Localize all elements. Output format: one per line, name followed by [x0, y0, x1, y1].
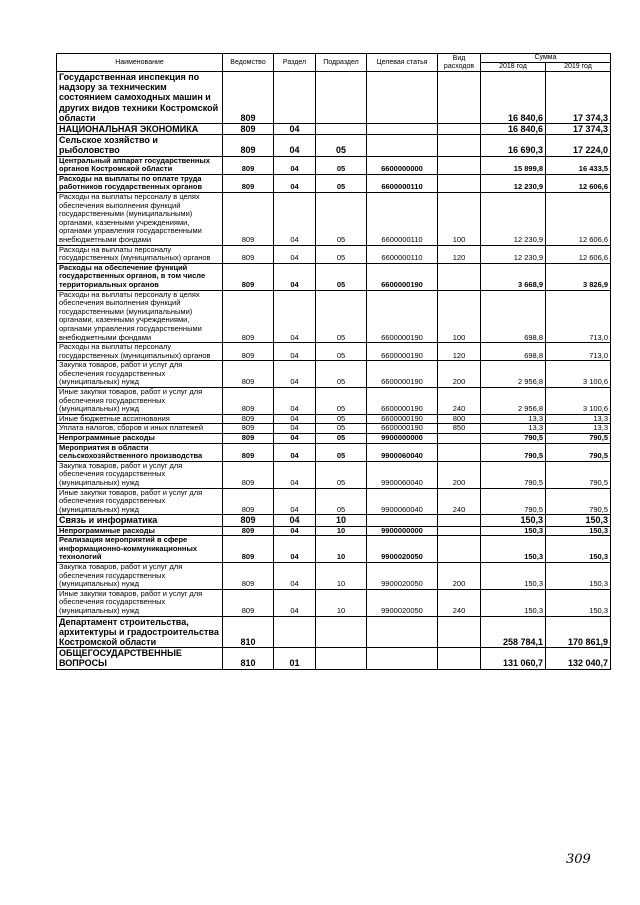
- cell-vid: 200: [438, 361, 481, 388]
- cell-tsel: 9900060040: [367, 461, 438, 488]
- cell-vid: [438, 616, 481, 648]
- cell-s2019: 3 100,6: [546, 388, 611, 415]
- cell-razd: 04: [274, 290, 316, 343]
- cell-s2018: 698,8: [481, 343, 546, 361]
- cell-name: Департамент строительства, архитектуры и градостроительства Костромской области: [57, 616, 223, 648]
- cell-name: НАЦИОНАЛЬНАЯ ЭКОНОМИКА: [57, 124, 223, 135]
- cell-name: Расходы на выплаты персоналу государственных (муниципальных) органов: [57, 245, 223, 263]
- table-row: [57, 648, 611, 669]
- cell-s2019: 17 224,0: [546, 135, 611, 156]
- cell-razd: 04: [274, 135, 316, 156]
- cell-name: ОБЩЕГОСУДАРСТВЕННЫЕ ВОПРОСЫ: [57, 648, 223, 669]
- table-body: [57, 72, 611, 670]
- cell-vid: 800: [438, 414, 481, 424]
- cell-razd: 04: [274, 536, 316, 563]
- table-row: [57, 461, 611, 488]
- cell-ved: 809: [223, 124, 274, 135]
- cell-razd: 04: [274, 562, 316, 589]
- cell-vid: [438, 174, 481, 192]
- header-target-article: Целевая статья: [367, 54, 438, 72]
- cell-ved: 809: [223, 174, 274, 192]
- cell-razd: 04: [274, 245, 316, 263]
- cell-tsel: 6600000190: [367, 361, 438, 388]
- cell-razd: 04: [274, 156, 316, 174]
- cell-s2019: 17 374,3: [546, 124, 611, 135]
- cell-s2019: 12 606,6: [546, 245, 611, 263]
- table-row: [57, 193, 611, 246]
- cell-tsel: 9900060040: [367, 488, 438, 515]
- cell-s2019: 713,0: [546, 343, 611, 361]
- cell-podr: 05: [316, 245, 367, 263]
- cell-ved: 809: [223, 461, 274, 488]
- cell-tsel: 9900020050: [367, 589, 438, 616]
- table-row: [57, 488, 611, 515]
- cell-podr: 05: [316, 135, 367, 156]
- cell-s2019: 170 861,9: [546, 616, 611, 648]
- cell-ved: 809: [223, 72, 274, 124]
- cell-vid: [438, 648, 481, 669]
- cell-razd: [274, 72, 316, 124]
- cell-vid: 200: [438, 461, 481, 488]
- cell-podr: 05: [316, 434, 367, 444]
- cell-vid: [438, 443, 481, 461]
- cell-ved: 809: [223, 361, 274, 388]
- cell-tsel: [367, 648, 438, 669]
- cell-tsel: 9900020050: [367, 562, 438, 589]
- cell-s2018: 790,5: [481, 461, 546, 488]
- table-row: [57, 616, 611, 648]
- table-row: [57, 388, 611, 415]
- cell-ved: 809: [223, 536, 274, 563]
- cell-podr: 05: [316, 156, 367, 174]
- cell-razd: 04: [274, 488, 316, 515]
- cell-s2018: 698,8: [481, 290, 546, 343]
- cell-s2018: 12 230,9: [481, 174, 546, 192]
- cell-tsel: [367, 515, 438, 526]
- cell-podr: 05: [316, 361, 367, 388]
- cell-ved: 810: [223, 648, 274, 669]
- cell-s2018: 3 668,9: [481, 263, 546, 290]
- cell-name: Связь и информатика: [57, 515, 223, 526]
- cell-name: Центральный аппарат государственных органов Костромской области: [57, 156, 223, 174]
- cell-tsel: [367, 616, 438, 648]
- cell-name: Расходы на выплаты по оплате труда работников государственных органов: [57, 174, 223, 192]
- cell-s2018: 790,5: [481, 443, 546, 461]
- table-row: [57, 443, 611, 461]
- cell-name: Расходы на обеспечение функций государственных органов, в том числе территориальных органов: [57, 263, 223, 290]
- cell-tsel: 6600000110: [367, 245, 438, 263]
- cell-s2019: 132 040,7: [546, 648, 611, 669]
- table-row: [57, 290, 611, 343]
- cell-s2018: 15 899,8: [481, 156, 546, 174]
- cell-s2019: 790,5: [546, 488, 611, 515]
- table-row: [57, 515, 611, 526]
- cell-ved: 809: [223, 135, 274, 156]
- cell-vid: [438, 263, 481, 290]
- cell-vid: 100: [438, 290, 481, 343]
- cell-s2018: 2 956,8: [481, 388, 546, 415]
- cell-ved: 809: [223, 245, 274, 263]
- cell-s2019: 16 433,5: [546, 156, 611, 174]
- cell-ved: 809: [223, 434, 274, 444]
- table-row: [57, 526, 611, 536]
- cell-s2018: 150,3: [481, 526, 546, 536]
- cell-razd: 04: [274, 343, 316, 361]
- cell-podr: 10: [316, 562, 367, 589]
- cell-vid: 850: [438, 424, 481, 434]
- cell-s2019: 790,5: [546, 434, 611, 444]
- cell-vid: [438, 72, 481, 124]
- cell-s2018: 16 840,6: [481, 124, 546, 135]
- cell-s2019: 790,5: [546, 443, 611, 461]
- cell-razd: [274, 616, 316, 648]
- cell-ved: 809: [223, 156, 274, 174]
- cell-podr: [316, 124, 367, 135]
- cell-vid: 200: [438, 562, 481, 589]
- header-sum: Сумма: [481, 54, 611, 63]
- cell-name: Непрограммные расходы: [57, 526, 223, 536]
- cell-podr: 10: [316, 536, 367, 563]
- table-row: [57, 174, 611, 192]
- table-row: [57, 124, 611, 135]
- table-row: [57, 361, 611, 388]
- cell-ved: 809: [223, 343, 274, 361]
- cell-podr: 05: [316, 343, 367, 361]
- cell-name: Государственная инспекция по надзору за техническим состоянием самоходных машин и других видов техники Костромской области: [57, 72, 223, 124]
- cell-s2018: 790,5: [481, 434, 546, 444]
- cell-vid: 240: [438, 488, 481, 515]
- cell-name: Закупка товаров, работ и услуг для обеспечения государственных (муниципальных) нужд: [57, 562, 223, 589]
- cell-tsel: 6600000190: [367, 424, 438, 434]
- cell-ved: 809: [223, 388, 274, 415]
- header-year-2018: 2018 год: [481, 63, 546, 72]
- cell-razd: 04: [274, 193, 316, 246]
- cell-tsel: [367, 135, 438, 156]
- cell-tsel: 6600000110: [367, 193, 438, 246]
- cell-vid: [438, 526, 481, 536]
- cell-s2018: 790,5: [481, 488, 546, 515]
- cell-ved: 809: [223, 562, 274, 589]
- cell-ved: 809: [223, 193, 274, 246]
- header-razdel: Раздел: [274, 54, 316, 72]
- cell-s2018: 150,3: [481, 536, 546, 563]
- cell-s2019: 150,3: [546, 526, 611, 536]
- cell-razd: 04: [274, 526, 316, 536]
- cell-razd: 04: [274, 589, 316, 616]
- cell-vid: [438, 135, 481, 156]
- header-vedomstvo: Ведомство: [223, 54, 274, 72]
- cell-name: Непрограммные расходы: [57, 434, 223, 444]
- cell-podr: 05: [316, 414, 367, 424]
- cell-podr: 05: [316, 193, 367, 246]
- cell-vid: [438, 434, 481, 444]
- cell-s2018: 13,3: [481, 424, 546, 434]
- cell-vid: 240: [438, 388, 481, 415]
- cell-razd: 04: [274, 424, 316, 434]
- cell-razd: 01: [274, 648, 316, 669]
- header-year-2019: 2019 год: [546, 63, 611, 72]
- cell-razd: 04: [274, 414, 316, 424]
- table-row: [57, 72, 611, 124]
- cell-podr: 10: [316, 589, 367, 616]
- table-row: [57, 562, 611, 589]
- header-name: Наименование: [57, 54, 223, 72]
- cell-s2018: 2 956,8: [481, 361, 546, 388]
- cell-razd: 04: [274, 361, 316, 388]
- cell-s2019: 790,5: [546, 461, 611, 488]
- cell-podr: 05: [316, 488, 367, 515]
- cell-vid: [438, 536, 481, 563]
- cell-tsel: 6600000000: [367, 156, 438, 174]
- cell-s2019: 13,3: [546, 414, 611, 424]
- cell-podr: 10: [316, 515, 367, 526]
- table-row: [57, 245, 611, 263]
- header-expense-type: Вид расходов: [438, 54, 481, 72]
- cell-razd: 04: [274, 443, 316, 461]
- cell-ved: 809: [223, 290, 274, 343]
- table-row: [57, 156, 611, 174]
- cell-name: Иные бюджетные ассигнования: [57, 414, 223, 424]
- cell-ved: 809: [223, 589, 274, 616]
- cell-vid: 120: [438, 245, 481, 263]
- cell-s2019: 3 826,9: [546, 263, 611, 290]
- cell-tsel: 6600000190: [367, 414, 438, 424]
- table-row: [57, 434, 611, 444]
- cell-podr: [316, 72, 367, 124]
- cell-vid: [438, 124, 481, 135]
- cell-razd: 04: [274, 515, 316, 526]
- cell-razd: 04: [274, 461, 316, 488]
- cell-ved: 809: [223, 488, 274, 515]
- table-row: [57, 536, 611, 563]
- cell-s2018: 150,3: [481, 515, 546, 526]
- cell-name: Иные закупки товаров, работ и услуг для обеспечения государственных (муниципальных) нужд: [57, 488, 223, 515]
- cell-tsel: 6600000110: [367, 174, 438, 192]
- cell-ved: 809: [223, 263, 274, 290]
- cell-s2019: 150,3: [546, 589, 611, 616]
- table-row: [57, 343, 611, 361]
- cell-vid: 120: [438, 343, 481, 361]
- cell-name: Закупка товаров, работ и услуг для обеспечения государственных (муниципальных) нужд: [57, 361, 223, 388]
- cell-s2019: 17 374,3: [546, 72, 611, 124]
- cell-vid: 100: [438, 193, 481, 246]
- cell-s2018: 16 840,6: [481, 72, 546, 124]
- cell-tsel: 9900020050: [367, 536, 438, 563]
- cell-s2018: 13,3: [481, 414, 546, 424]
- cell-tsel: [367, 124, 438, 135]
- cell-podr: 05: [316, 461, 367, 488]
- budget-table: [56, 53, 611, 670]
- cell-name: Расходы на выплаты персоналу в целях обеспечения выполнения функций государственными (муниципальными) органами, казенными учреждениями, органами управления государственными внебюджетными фондами: [57, 193, 223, 246]
- cell-podr: 05: [316, 388, 367, 415]
- cell-name: Реализация мероприятий в сфере информационно-коммуникационных технологий: [57, 536, 223, 563]
- table-row: [57, 414, 611, 424]
- cell-podr: 05: [316, 263, 367, 290]
- cell-name: Закупка товаров, работ и услуг для обеспечения государственных (муниципальных) нужд: [57, 461, 223, 488]
- cell-tsel: 6600000190: [367, 343, 438, 361]
- cell-name: Расходы на выплаты персоналу государственных (муниципальных) органов: [57, 343, 223, 361]
- cell-s2018: 12 230,9: [481, 245, 546, 263]
- cell-s2018: 12 230,9: [481, 193, 546, 246]
- cell-razd: 04: [274, 263, 316, 290]
- cell-name: Иные закупки товаров, работ и услуг для обеспечения государственных (муниципальных) нужд: [57, 388, 223, 415]
- cell-s2019: 3 100,6: [546, 361, 611, 388]
- cell-ved: 809: [223, 424, 274, 434]
- cell-name: Уплата налогов, сборов и иных платежей: [57, 424, 223, 434]
- cell-name: Расходы на выплаты персоналу в целях обеспечения выполнения функций государственными (муниципальными) органами, казенными учреждениями, органами управления государственными внебюджетными фондами: [57, 290, 223, 343]
- cell-s2018: 131 060,7: [481, 648, 546, 669]
- cell-s2019: 13,3: [546, 424, 611, 434]
- cell-podr: 05: [316, 443, 367, 461]
- cell-ved: 809: [223, 443, 274, 461]
- cell-podr: 05: [316, 424, 367, 434]
- cell-podr: 10: [316, 526, 367, 536]
- cell-tsel: 9900060040: [367, 443, 438, 461]
- cell-razd: 04: [274, 434, 316, 444]
- header-podrazdel: Подраздел: [316, 54, 367, 72]
- cell-vid: 240: [438, 589, 481, 616]
- cell-name: Мероприятия в области сельскохозяйственного производства: [57, 443, 223, 461]
- cell-razd: 04: [274, 388, 316, 415]
- cell-tsel: 9900000000: [367, 434, 438, 444]
- cell-vid: [438, 515, 481, 526]
- cell-s2019: 150,3: [546, 562, 611, 589]
- cell-razd: 04: [274, 124, 316, 135]
- cell-razd: 04: [274, 174, 316, 192]
- table-row: [57, 589, 611, 616]
- cell-s2019: 12 606,6: [546, 174, 611, 192]
- table-row: [57, 263, 611, 290]
- cell-s2019: 150,3: [546, 515, 611, 526]
- cell-tsel: 9900000000: [367, 526, 438, 536]
- cell-vid: [438, 156, 481, 174]
- cell-ved: 810: [223, 616, 274, 648]
- cell-s2019: 713,0: [546, 290, 611, 343]
- table-row: [57, 135, 611, 156]
- cell-s2018: 150,3: [481, 589, 546, 616]
- cell-tsel: 6600000190: [367, 388, 438, 415]
- cell-s2018: 150,3: [481, 562, 546, 589]
- cell-podr: [316, 648, 367, 669]
- cell-s2019: 150,3: [546, 536, 611, 563]
- cell-tsel: 6600000190: [367, 263, 438, 290]
- table-row: [57, 424, 611, 434]
- cell-name: Иные закупки товаров, работ и услуг для обеспечения государственных (муниципальных) нужд: [57, 589, 223, 616]
- cell-tsel: [367, 72, 438, 124]
- cell-ved: 809: [223, 526, 274, 536]
- cell-podr: [316, 616, 367, 648]
- cell-s2018: 16 690,3: [481, 135, 546, 156]
- cell-s2018: 258 784,1: [481, 616, 546, 648]
- cell-name: Сельское хозяйство и рыболовство: [57, 135, 223, 156]
- page-number: 309: [566, 852, 591, 867]
- cell-podr: 05: [316, 290, 367, 343]
- cell-ved: 809: [223, 515, 274, 526]
- cell-ved: 809: [223, 414, 274, 424]
- cell-s2019: 12 606,6: [546, 193, 611, 246]
- cell-tsel: 6600000190: [367, 290, 438, 343]
- cell-podr: 05: [316, 174, 367, 192]
